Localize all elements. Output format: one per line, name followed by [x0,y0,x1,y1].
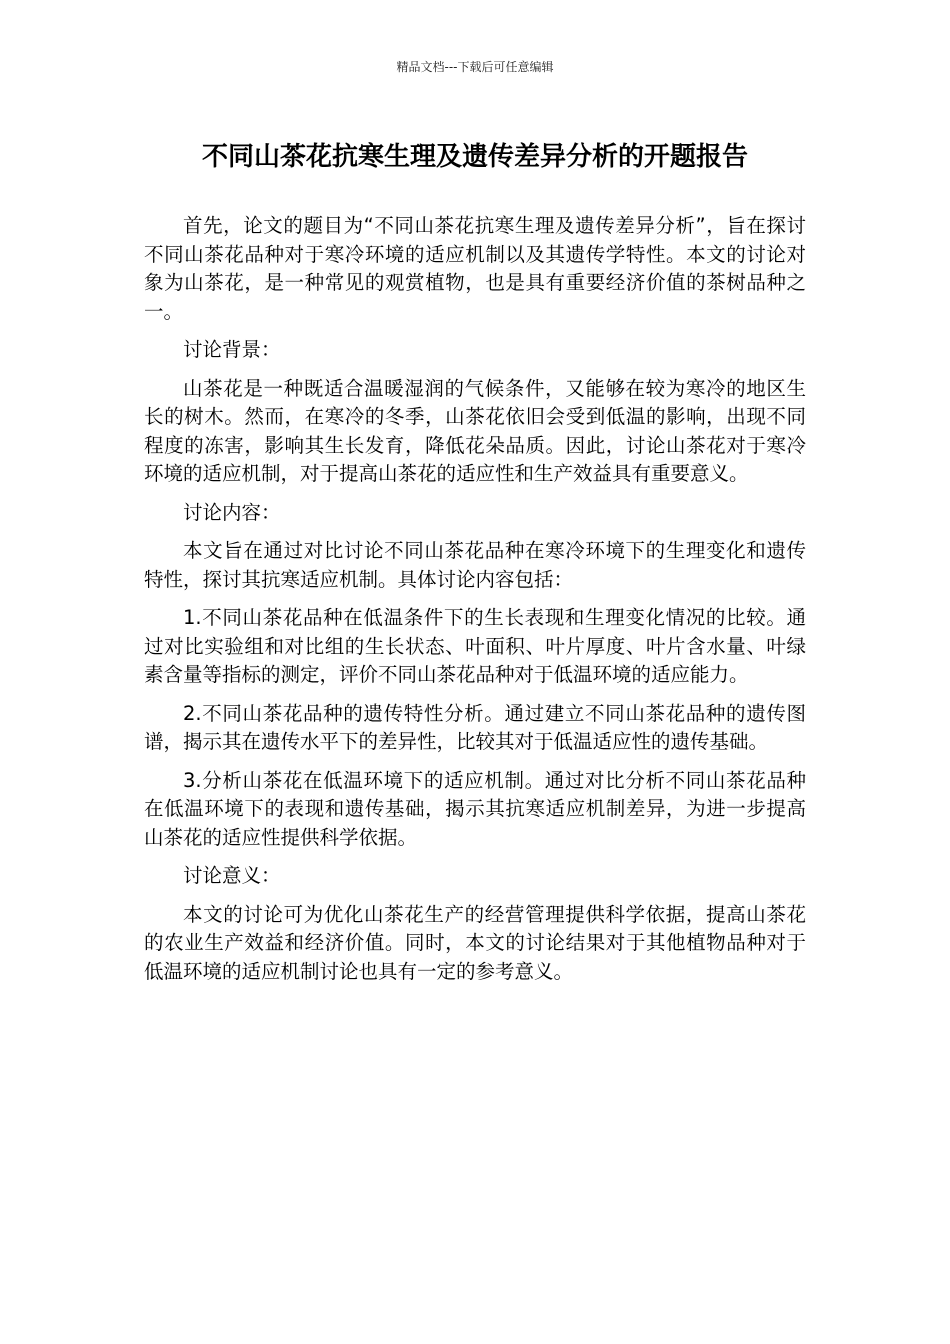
list-item-3: 3.分析山茶花在低温环境下的适应机制。通过对比分析不同山茶花品种在低温环境下的表现和遗传基础，揭示其抗寒适应机制差异，为进一步提高山茶花的适应性提供科学依据。 [144,768,806,849]
document-body [144,212,806,996]
list-item-1: 1.不同山茶花品种在低温条件下的生长表现和生理变化情况的比较。通过对比实验组和对比组的生长状态、叶面积、叶片厚度、叶片含水量、叶绿素含量等指标的测定，评价不同山茶花品种对于低温环境的适应能力。 [144,606,806,686]
section-heading-background: 讨论背景： [183,338,281,361]
section-heading-content: 讨论内容： [183,500,281,524]
paragraph-significance: 本文的讨论可为优化山茶花生产的经营管理提供科学依据，提高山茶花的农业生产效益和经济价值。同时，本文的讨论结果对于其他植物品种对于低温环境的适应机制讨论也具有一定的参考意义。 [144,902,806,983]
paragraph-intro: 首先，论文的题目为“不同山茶花抗寒生理及遗传差异分析”，旨在探讨不同山茶花品种对于寒冷环境的适应机制以及其遗传学特性。本文的讨论对象为山茶花，是一种常见的观赏植物，也是具有重要经济价值的茶树品种之一。 [144,214,806,323]
header-note: 精品文档---下载后可任意编辑 [396,60,554,74]
paragraph-content: 本文旨在通过对比讨论不同山茶花品种在寒冷环境下的生理变化和遗传特性，探讨其抗寒适应机制。具体讨论内容包括： [144,539,806,591]
paragraph-background: 山茶花是一种既适合温暖湿润的气候条件，又能够在较为寒冷的地区生长的树木。然而，在寒冷的冬季，山茶花依旧会受到低温的影响，出现不同程度的冻害，影响其生长发育，降低花朵品质。因此，讨论山茶花对于寒冷环境的适应机制，对于提高山茶花的适应性和生产效益具有重要意义。 [144,376,806,485]
section-heading-significance: 讨论意义： [183,864,281,887]
list-item-2: 2.不同山茶花品种的遗传特性分析。通过建立不同山茶花品种的遗传图谱，揭示其在遗传水平下的差异性，比较其对于低温适应性的遗传基础。 [144,701,806,753]
document-title: 不同山茶花抗寒生理及遗传差异分析的开题报告 [201,142,748,172]
